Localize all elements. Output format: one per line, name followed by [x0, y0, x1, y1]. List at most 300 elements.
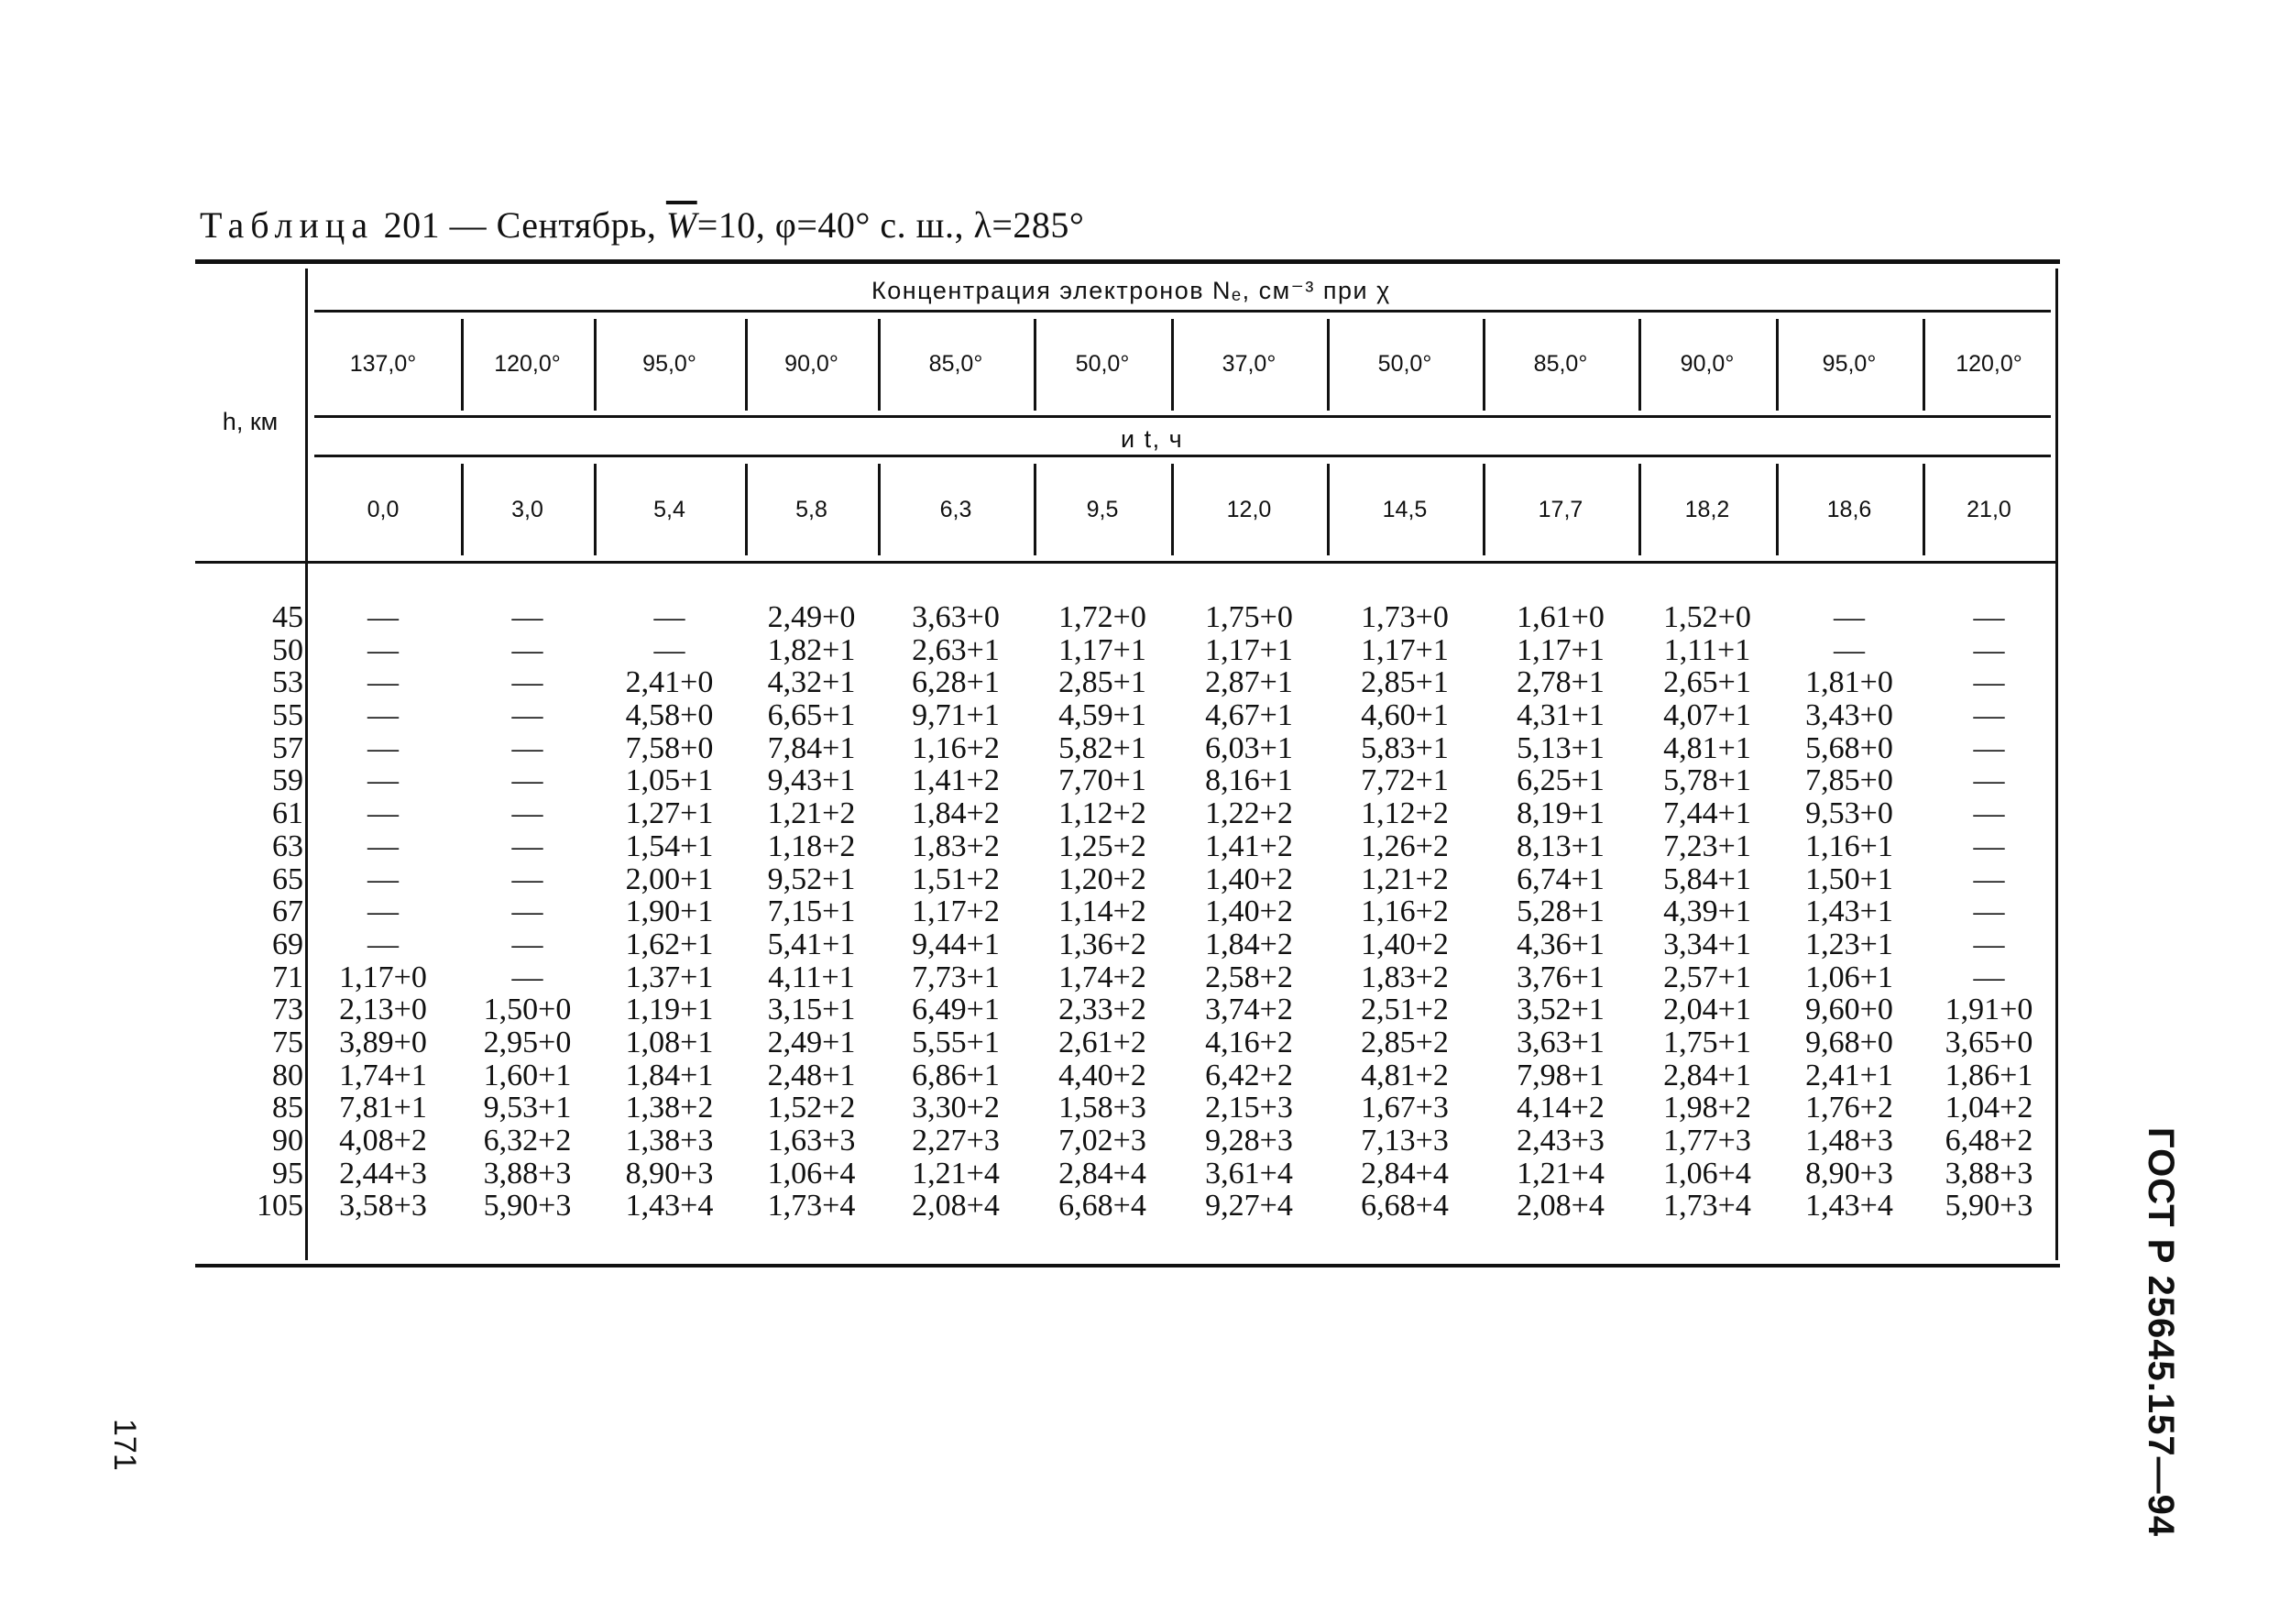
table-cell: 2,85+2 — [1361, 1025, 1449, 1059]
table-cell: — — [1973, 796, 2005, 831]
height-cell: 61 — [272, 796, 303, 831]
table-cell: 8,90+3 — [625, 1156, 714, 1191]
table-cell: 1,06+4 — [767, 1156, 856, 1191]
table-cell: — — [511, 730, 543, 765]
height-cell: 95 — [272, 1156, 303, 1191]
table-cell: 1,06+1 — [1805, 960, 1893, 994]
table-cell: 4,81+1 — [1663, 730, 1751, 765]
table-cell: 9,52+1 — [767, 861, 856, 896]
table-cell: 1,21+4 — [912, 1156, 1000, 1191]
table-cell: 2,33+2 — [1058, 993, 1146, 1027]
table-cell: 1,98+2 — [1663, 1091, 1751, 1125]
table-cell: 5,68+0 — [1805, 730, 1893, 765]
table-cell: 7,13+3 — [1361, 1124, 1449, 1158]
table-cell: — — [1973, 600, 2005, 634]
table-cell: 6,32+2 — [483, 1124, 572, 1158]
table-cell: 9,68+0 — [1805, 1025, 1893, 1059]
table-cell: 1,17+2 — [912, 894, 1000, 929]
table-cell: — — [511, 698, 543, 733]
table-cell: 7,70+1 — [1058, 763, 1146, 798]
table-cell: 3,15+1 — [767, 993, 856, 1027]
table-cell: 2,85+1 — [1058, 665, 1146, 700]
table-cell: 2,44+3 — [339, 1156, 427, 1191]
table-cell: 1,41+2 — [912, 763, 1000, 798]
table-cell: 1,17+1 — [1517, 632, 1605, 667]
table-cell: 1,06+4 — [1663, 1156, 1751, 1191]
table-cell: 1,26+2 — [1361, 828, 1449, 863]
table-cell: 1,41+2 — [1205, 828, 1293, 863]
table-cell: 4,67+1 — [1205, 698, 1293, 733]
table-cell: — — [367, 861, 399, 896]
table-cell: — — [1834, 632, 1865, 667]
table-cell: 1,16+1 — [1805, 828, 1893, 863]
table-cell: 1,36+2 — [1058, 927, 1146, 961]
table-cell: 1,48+3 — [1805, 1124, 1893, 1158]
table-cell: — — [1973, 894, 2005, 929]
data-column — [1776, 601, 1923, 1223]
table-cell: 1,17+1 — [1058, 632, 1146, 667]
table-cell: 9,53+1 — [483, 1091, 572, 1125]
table-cell: 1,58+3 — [1058, 1091, 1146, 1125]
t-header-cell: 12,0 — [1226, 497, 1272, 522]
table-cell: 1,75+0 — [1205, 600, 1293, 634]
right-border — [2055, 269, 2058, 1260]
table-cell: 4,07+1 — [1663, 698, 1751, 733]
table-cell: — — [653, 632, 685, 667]
table-cell: 3,63+1 — [1517, 1025, 1605, 1059]
table-cell: 5,84+1 — [1663, 861, 1751, 896]
table-cell: 9,27+4 — [1205, 1189, 1293, 1223]
table-cell: 1,38+3 — [625, 1124, 714, 1158]
table-cell: 4,40+2 — [1058, 1058, 1146, 1092]
table-cell: 7,84+1 — [767, 730, 856, 765]
table-cell: 4,60+1 — [1361, 698, 1449, 733]
table-cell: 2,00+1 — [625, 861, 714, 896]
table-cell: 3,43+0 — [1805, 698, 1893, 733]
table-cell: — — [511, 665, 543, 700]
t-header-cell: 21,0 — [1967, 497, 2011, 522]
chi-header-cell: 120,0° — [494, 351, 561, 377]
table-cell: 1,17+0 — [339, 960, 427, 994]
data-column — [305, 601, 461, 1223]
table-cell: 4,39+1 — [1663, 894, 1751, 929]
standard-designation: ГОСТ Р 25645.157—94 — [2141, 1127, 2181, 1538]
table-cell: 1,40+2 — [1205, 861, 1293, 896]
table-cell: 5,78+1 — [1663, 763, 1751, 798]
table-cell: 2,41+1 — [1805, 1058, 1893, 1092]
t-header-cell: 5,8 — [795, 497, 827, 522]
height-cell: 80 — [272, 1058, 303, 1092]
table-cell: 1,08+1 — [625, 1025, 714, 1059]
table-cell: 5,82+1 — [1058, 730, 1146, 765]
height-cell: 45 — [272, 600, 303, 634]
table-cell: 1,38+2 — [625, 1091, 714, 1125]
table-cell: — — [1973, 927, 2005, 961]
table-cell: 1,51+2 — [912, 861, 1000, 896]
table-cell: 3,30+2 — [912, 1091, 1000, 1125]
page-number: 171 — [107, 1419, 142, 1471]
table-cell: 1,22+2 — [1205, 796, 1293, 831]
table-cell: 2,63+1 — [912, 632, 1000, 667]
table-cell: 1,21+2 — [767, 796, 856, 831]
table-cell: 2,41+0 — [625, 665, 714, 700]
table-cell: 1,52+0 — [1663, 600, 1751, 634]
table-cell: 2,13+0 — [339, 993, 427, 1027]
concentration-header: Концентрация электронов Nₑ, см⁻³ при χ — [871, 277, 1391, 304]
table-cell: 1,40+2 — [1361, 927, 1449, 961]
table-cell: 9,53+0 — [1805, 796, 1893, 831]
table-cell: 2,15+3 — [1205, 1091, 1293, 1125]
height-cell: 55 — [272, 698, 303, 733]
table-cell: 6,03+1 — [1205, 730, 1293, 765]
table-cell: 4,08+2 — [339, 1124, 427, 1158]
t-header-cell: 18,6 — [1826, 497, 1872, 522]
table-cell: 2,84+4 — [1361, 1156, 1449, 1191]
table-cell: 3,58+3 — [339, 1189, 427, 1223]
chi-header-cell: 90,0° — [784, 351, 838, 377]
t-header-cell: 17,7 — [1538, 497, 1583, 522]
data-column — [461, 601, 594, 1223]
height-cell: 90 — [272, 1124, 303, 1158]
table-cell: 8,19+1 — [1517, 796, 1605, 831]
table-cell: — — [1973, 632, 2005, 667]
table-cell: 1,23+1 — [1805, 927, 1893, 961]
height-cell: 50 — [272, 632, 303, 667]
table-cell: 1,25+2 — [1058, 828, 1146, 863]
table-cell: 1,11+1 — [1663, 632, 1751, 667]
table-cell: 1,43+4 — [625, 1189, 714, 1223]
height-cell: 85 — [272, 1091, 303, 1125]
table-cell: 1,82+1 — [767, 632, 856, 667]
table-cell: 1,84+2 — [912, 796, 1000, 831]
table-cell: 4,11+1 — [768, 960, 855, 994]
table-cell: — — [367, 894, 399, 929]
data-column — [1327, 601, 1483, 1223]
table-cell: 2,78+1 — [1517, 665, 1605, 700]
table-cell: 1,75+1 — [1663, 1025, 1751, 1059]
table-cell: 1,74+1 — [339, 1058, 427, 1092]
height-cell: 53 — [272, 665, 303, 700]
table-cell: 6,48+2 — [1945, 1124, 2033, 1158]
header-rule-1 — [314, 310, 2051, 313]
table-cell: — — [511, 894, 543, 929]
table-cell: 1,73+0 — [1361, 600, 1449, 634]
table-cell: 1,84+2 — [1205, 927, 1293, 961]
table-cell: 7,02+3 — [1058, 1124, 1146, 1158]
height-cell: 69 — [272, 927, 303, 961]
header-rule-2 — [314, 415, 2051, 418]
caption-w-symbol: $\overline{W}$ — [665, 204, 697, 246]
table-cell: — — [511, 763, 543, 798]
table-cell: 2,27+3 — [912, 1124, 1000, 1158]
table-cell: 1,14+2 — [1058, 894, 1146, 929]
header-bottom-rule — [195, 561, 2055, 564]
chi-header-cell: 85,0° — [928, 351, 983, 377]
data-column — [1171, 601, 1327, 1223]
table-cell: 6,42+2 — [1205, 1058, 1293, 1092]
heights-column — [195, 601, 303, 1223]
height-cell: 57 — [272, 730, 303, 765]
table-cell: 6,74+1 — [1517, 861, 1605, 896]
table-cell: 1,16+2 — [912, 730, 1000, 765]
chi-header-cell: 50,0° — [1075, 351, 1130, 377]
table-cell: 1,05+1 — [625, 763, 714, 798]
table-cell: 1,74+2 — [1058, 960, 1146, 994]
table-cell: 5,90+3 — [1945, 1189, 2033, 1223]
table-cell: 5,55+1 — [912, 1025, 1000, 1059]
table-cell: 7,23+1 — [1663, 828, 1751, 863]
table-cell: 1,76+2 — [1805, 1091, 1893, 1125]
table-cell: 1,17+1 — [1361, 632, 1449, 667]
table-cell: 2,58+2 — [1205, 960, 1293, 994]
table-cell: 2,08+4 — [912, 1189, 1000, 1223]
table-cell: — — [367, 698, 399, 733]
table-cell: — — [1973, 665, 2005, 700]
table-cell: 1,04+2 — [1945, 1091, 2033, 1125]
caption-params: =10, φ=40° с. ш., λ=285° — [696, 204, 1085, 246]
table-cell: 7,58+0 — [625, 730, 714, 765]
table-cell: 3,74+2 — [1205, 993, 1293, 1027]
table-cell: — — [511, 796, 543, 831]
table-cell: — — [1973, 960, 2005, 994]
table-cell: 1,81+0 — [1805, 665, 1893, 700]
table-cell: 1,40+2 — [1205, 894, 1293, 929]
table-cell: 1,72+0 — [1058, 600, 1146, 634]
chi-header-cell: 137,0° — [349, 351, 417, 377]
table-cell: 7,98+1 — [1517, 1058, 1605, 1092]
table-cell: 1,27+1 — [625, 796, 714, 831]
table-cell: 6,86+1 — [912, 1058, 1000, 1092]
table-cell: 2,43+3 — [1517, 1124, 1605, 1158]
table-cell: 2,51+2 — [1361, 993, 1449, 1027]
table-cell: — — [1834, 600, 1865, 634]
table-cell: 1,84+1 — [625, 1058, 714, 1092]
table-cell: 1,60+1 — [483, 1058, 572, 1092]
table-cell: 1,12+2 — [1361, 796, 1449, 831]
table-cell: 1,16+2 — [1361, 894, 1449, 929]
table-cell: 2,57+1 — [1663, 960, 1751, 994]
table-cell: 5,83+1 — [1361, 730, 1449, 765]
caption-month: Сентябрь, — [496, 204, 657, 246]
table-cell: 7,72+1 — [1361, 763, 1449, 798]
table-cell: 8,16+1 — [1205, 763, 1293, 798]
table-cell: 3,61+4 — [1205, 1156, 1293, 1191]
table-cell: 3,65+0 — [1945, 1025, 2033, 1059]
table-cell: 6,68+4 — [1361, 1189, 1449, 1223]
table-cell: 4,16+2 — [1205, 1025, 1293, 1059]
caption-dash: — — [449, 204, 488, 246]
table-cell: 7,85+0 — [1805, 763, 1893, 798]
data-column — [1638, 601, 1776, 1223]
table-cell: 2,87+1 — [1205, 665, 1293, 700]
table-cell: 2,84+1 — [1663, 1058, 1751, 1092]
table-cell: — — [653, 600, 685, 634]
table-cell: — — [367, 927, 399, 961]
table-cell: 1,73+4 — [767, 1189, 856, 1223]
table-cell: 1,43+1 — [1805, 894, 1893, 929]
chi-header-cell: 120,0° — [1956, 351, 2022, 377]
table-cell: 1,54+1 — [625, 828, 714, 863]
table-cell: 3,88+3 — [483, 1156, 572, 1191]
table-cell: 9,28+3 — [1205, 1124, 1293, 1158]
table-cell: — — [511, 927, 543, 961]
table-cell: 1,52+2 — [767, 1091, 856, 1125]
t-header-cell: 3,0 — [511, 497, 543, 522]
table-cell: 1,43+4 — [1805, 1189, 1893, 1223]
chi-header-cell: 95,0° — [642, 351, 696, 377]
table-cell: — — [367, 730, 399, 765]
table-cell: 1,21+2 — [1361, 861, 1449, 896]
table-cell: 1,91+0 — [1945, 993, 2033, 1027]
table-cell: — — [367, 665, 399, 700]
height-cell: 59 — [272, 763, 303, 798]
chi-header-cell: 37,0° — [1222, 351, 1276, 377]
table-cell: 2,65+1 — [1663, 665, 1751, 700]
t-header-cell: 18,2 — [1684, 497, 1730, 522]
table-cell: 1,83+2 — [912, 828, 1000, 863]
table-cell: 3,89+0 — [339, 1025, 427, 1059]
table-cell: — — [511, 828, 543, 863]
height-cell: 105 — [257, 1189, 303, 1223]
data-column — [594, 601, 745, 1223]
table-cell: 1,86+1 — [1945, 1058, 2033, 1092]
t-header-cell: 6,3 — [939, 497, 972, 522]
table-cell: 7,81+1 — [339, 1091, 427, 1125]
table-cell: — — [367, 796, 399, 831]
table-cell: 1,18+2 — [767, 828, 856, 863]
t-header-cell: 5,4 — [653, 497, 685, 522]
table-cell: 7,73+1 — [912, 960, 1000, 994]
table-cell: 9,44+1 — [912, 927, 1000, 961]
table-cell: 1,20+2 — [1058, 861, 1146, 896]
table-cell: 8,13+1 — [1517, 828, 1605, 863]
height-cell: 75 — [272, 1025, 303, 1059]
table-cell: 7,44+1 — [1663, 796, 1751, 831]
height-cell: 71 — [272, 960, 303, 994]
table-cell: 1,19+1 — [625, 993, 714, 1027]
table-cell: 9,71+1 — [912, 698, 1000, 733]
table-caption — [200, 203, 1084, 247]
chi-header-cell: 85,0° — [1533, 351, 1588, 377]
data-column — [1923, 601, 2055, 1223]
table-cell: 2,95+0 — [483, 1025, 572, 1059]
table-cell: — — [511, 600, 543, 634]
table-cell: 1,50+1 — [1805, 861, 1893, 896]
table-cell: 1,62+1 — [625, 927, 714, 961]
table-cell: — — [367, 828, 399, 863]
table-cell: 2,61+2 — [1058, 1025, 1146, 1059]
table-cell: 2,04+1 — [1663, 993, 1751, 1027]
table-cell: 1,63+3 — [767, 1124, 856, 1158]
height-cell: 73 — [272, 993, 303, 1027]
table-cell: 1,77+3 — [1663, 1124, 1751, 1158]
table-cell: — — [1973, 763, 2005, 798]
table-cell: 3,34+1 — [1663, 927, 1751, 961]
height-cell: 67 — [272, 894, 303, 929]
table-cell: 3,52+1 — [1517, 993, 1605, 1027]
table-cell: 8,90+3 — [1805, 1156, 1893, 1191]
table-cell: — — [1973, 861, 2005, 896]
table-cell: 1,12+2 — [1058, 796, 1146, 831]
t-header-cell: 0,0 — [367, 497, 400, 522]
time-header: и t, ч — [1121, 425, 1184, 453]
table-cell: 5,90+3 — [483, 1189, 572, 1223]
table-cell: 4,36+1 — [1517, 927, 1605, 961]
table-cell: — — [367, 763, 399, 798]
table-cell: 9,60+0 — [1805, 993, 1893, 1027]
caption-number: 201 — [383, 204, 441, 246]
table-cell: 6,25+1 — [1517, 763, 1605, 798]
table-cell: 2,08+4 — [1517, 1189, 1605, 1223]
table-cell: 1,61+0 — [1517, 600, 1605, 634]
table-cell: — — [1973, 828, 2005, 863]
table-cell: 6,65+1 — [767, 698, 856, 733]
table-cell: 1,21+4 — [1517, 1156, 1605, 1191]
table-cell: 2,49+0 — [767, 600, 856, 634]
table-cell: 1,37+1 — [625, 960, 714, 994]
caption-label: Таблица — [200, 204, 375, 246]
table-cell: 5,41+1 — [767, 927, 856, 961]
table-cell: 1,50+0 — [483, 993, 572, 1027]
table-cell: 2,48+1 — [767, 1058, 856, 1092]
table-cell: 7,15+1 — [767, 894, 856, 929]
table-cell: 4,59+1 — [1058, 698, 1146, 733]
table-cell: 5,13+1 — [1517, 730, 1605, 765]
table-cell: 6,49+1 — [912, 993, 1000, 1027]
t-header-cell: 14,5 — [1382, 497, 1428, 522]
chi-header-cell: 95,0° — [1822, 351, 1877, 377]
table-cell: 3,76+1 — [1517, 960, 1605, 994]
table-cell: — — [367, 632, 399, 667]
table-cell: 6,28+1 — [912, 665, 1000, 700]
height-cell: 63 — [272, 828, 303, 863]
table-cell: 4,32+1 — [767, 665, 856, 700]
table-cell: 1,90+1 — [625, 894, 714, 929]
data-column — [878, 601, 1034, 1223]
data-column — [1483, 601, 1638, 1223]
t-header-cell: 9,5 — [1086, 497, 1119, 522]
table-cell: 3,88+3 — [1945, 1156, 2033, 1191]
table-cell: 4,14+2 — [1517, 1091, 1605, 1125]
table-cell: 4,31+1 — [1517, 698, 1605, 733]
table-cell: — — [511, 861, 543, 896]
table-cell: — — [511, 632, 543, 667]
data-table — [195, 259, 2060, 1267]
table-cell: 1,67+3 — [1361, 1091, 1449, 1125]
table-cell: 2,84+4 — [1058, 1156, 1146, 1191]
table-cell: 3,63+0 — [912, 600, 1000, 634]
table-cell: 1,17+1 — [1205, 632, 1293, 667]
chi-header-cell: 50,0° — [1377, 351, 1432, 377]
table-cell: — — [1973, 698, 2005, 733]
header-rule-3 — [314, 455, 2051, 457]
table-cell: — — [367, 600, 399, 634]
table-cell: 4,58+0 — [625, 698, 714, 733]
table-cell: — — [511, 960, 543, 994]
table-cell: 1,73+4 — [1663, 1189, 1751, 1223]
table-cell: 5,28+1 — [1517, 894, 1605, 929]
table-cell: 2,85+1 — [1361, 665, 1449, 700]
height-header: h, км — [222, 408, 279, 435]
table-cell: 6,68+4 — [1058, 1189, 1146, 1223]
table-cell: 9,43+1 — [767, 763, 856, 798]
table-cell: 1,83+2 — [1361, 960, 1449, 994]
table-cell: 4,81+2 — [1361, 1058, 1449, 1092]
height-cell: 65 — [272, 861, 303, 896]
data-column — [745, 601, 878, 1223]
data-column — [1034, 601, 1171, 1223]
table-cell: 2,49+1 — [767, 1025, 856, 1059]
